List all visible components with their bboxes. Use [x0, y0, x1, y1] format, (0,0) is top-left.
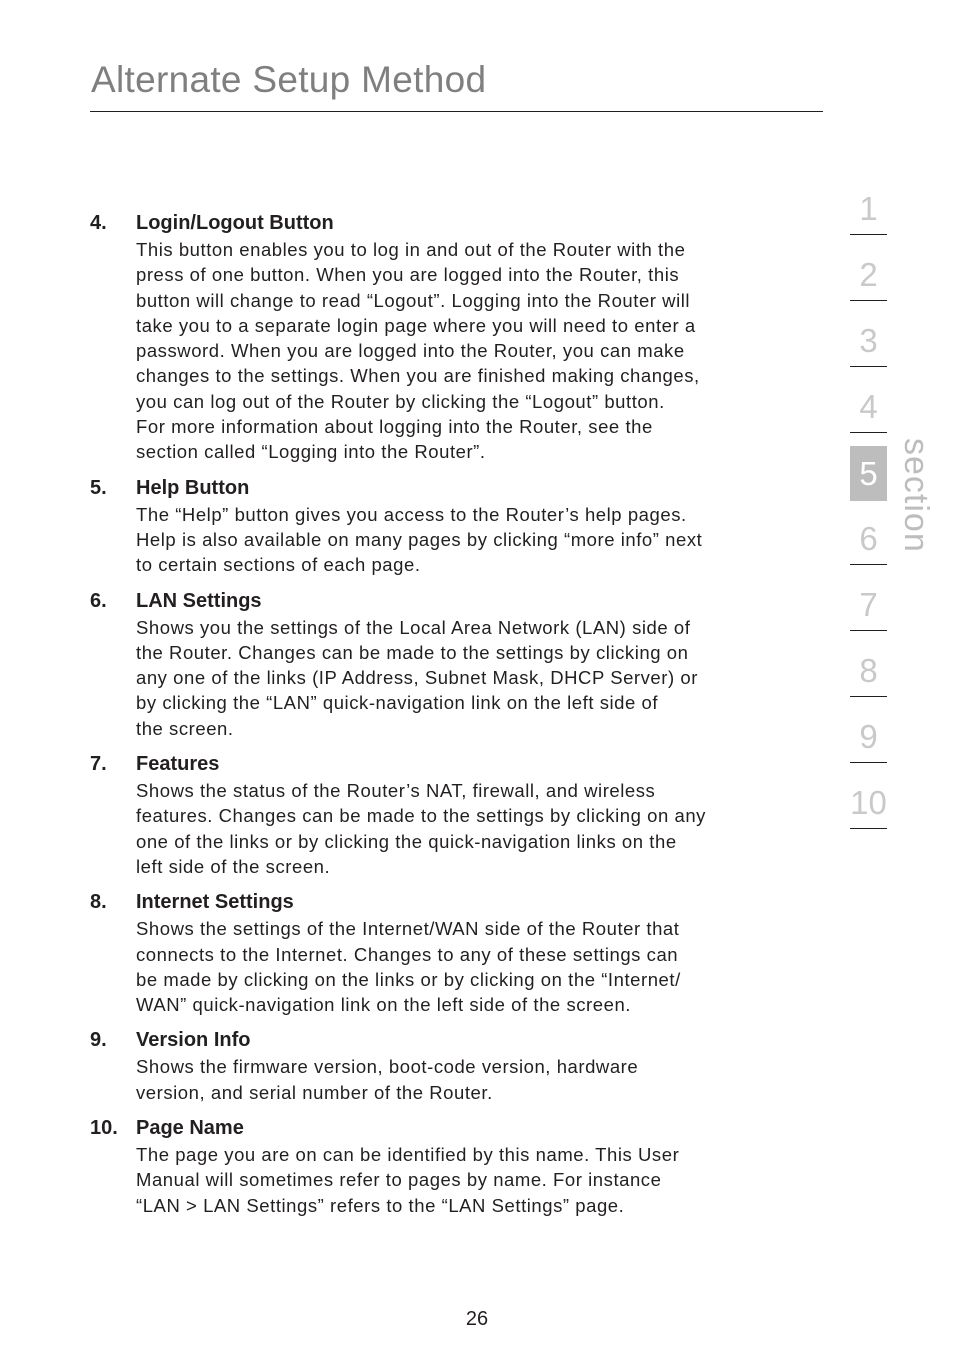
item-heading: Internet Settings	[136, 891, 294, 914]
item-number: 4.	[90, 212, 107, 234]
section-tab-divider	[850, 432, 887, 433]
section-tab-number: 4	[859, 388, 878, 425]
section-tab-4[interactable]	[850, 380, 887, 446]
section-tab-divider	[850, 630, 887, 631]
list-item	[90, 751, 810, 879]
section-tab-9[interactable]	[850, 710, 887, 776]
item-number: 9.	[90, 1029, 107, 1052]
list-item	[90, 475, 810, 578]
item-description: Shows the status of the Router’s NAT, firewall, and wireless features. Changes can be made to the settings by clicking on any one of the links or by clicking the quick-navigation links on the left side of the screen.	[136, 780, 706, 877]
item-description: This button enables you to log in and out of the Router with the press of one button. When you are logged into the Router, this button will change to read “Logout”. Logging into the Router will take you to a separate login page where you will need to enter a password. When you are logged into the Router, you can make changes to the settings. When you are finished making changes, you can log out of the Router by clicking the “Logout” button. For more information about logging into the Router, see the section called “Logging into the Router”.	[136, 239, 700, 463]
item-list	[90, 210, 810, 1228]
section-tab-number: 9	[859, 718, 878, 755]
section-tab-number: 1	[859, 190, 878, 227]
item-heading: Features	[136, 753, 220, 776]
section-tab-5-active[interactable]	[850, 446, 887, 512]
list-item	[90, 210, 810, 465]
section-tab-number: 6	[859, 520, 878, 557]
section-tab-1[interactable]	[850, 182, 887, 248]
item-number: 7.	[90, 753, 107, 776]
page-title: Alternate Setup Method	[91, 59, 487, 100]
list-item	[90, 889, 810, 1017]
section-tab-divider	[850, 366, 887, 367]
section-tab-divider	[850, 828, 887, 829]
item-description: Shows you the settings of the Local Area Network (LAN) side of the Router. Changes can be made to the settings by clicking on any one of the links (IP Address, Subnet Mask, DHCP Server) or by clicking the “LAN” quick-navigation link on the left side of the screen.	[136, 616, 698, 739]
section-tab-number: 8	[859, 652, 878, 689]
item-number: 8.	[90, 891, 107, 914]
item-heading: Version Info	[136, 1029, 251, 1052]
section-tab-10[interactable]	[850, 776, 887, 842]
section-nav	[850, 182, 887, 842]
section-tab-6[interactable]	[850, 512, 887, 578]
item-heading: Help Button	[136, 476, 250, 499]
section-tab-divider	[850, 564, 887, 565]
section-tab-2[interactable]	[850, 248, 887, 314]
section-tab-divider	[850, 762, 887, 763]
item-number: 5.	[90, 476, 107, 499]
section-tab-3[interactable]	[850, 314, 887, 380]
item-description: Shows the settings of the Internet/WAN side of the Router that connects to the Internet. Changes to any of these settings can be made by clicking on the links or by clicking on the “Internet/ WAN” quick-navigation link on the left side of the screen.	[136, 918, 681, 1016]
section-tab-7[interactable]	[850, 578, 887, 644]
item-heading: Page Name	[136, 1117, 244, 1140]
section-tab-number: 10	[850, 784, 887, 821]
section-tab-divider	[850, 696, 887, 697]
section-tab-number: 3	[859, 322, 878, 359]
section-tab-divider	[850, 300, 887, 301]
item-heading: Login/Logout Button	[136, 212, 334, 234]
page-number: 26	[465, 1308, 489, 1330]
item-number: 6.	[90, 589, 107, 612]
section-tab-8[interactable]	[850, 644, 887, 710]
item-number: 10.	[90, 1117, 118, 1140]
item-description: The “Help” button gives you access to the Router’s help pages. Help is also available on many pages by clicking “more info” next to certain sections of each page.	[136, 503, 703, 576]
list-item	[90, 1115, 810, 1218]
section-tab-divider	[850, 234, 887, 235]
item-heading: LAN Settings	[136, 589, 262, 612]
section-tab-number: 5	[850, 446, 887, 501]
section-tab-number: 7	[859, 586, 878, 623]
list-item	[90, 1027, 810, 1105]
section-tab-number: 2	[859, 256, 878, 293]
item-description: The page you are on can be identified by this name. This User Manual will sometimes refer to pages by name. For instance “LAN > LAN Settings” refers to the “LAN Settings” page.	[136, 1144, 680, 1216]
title-divider	[90, 111, 823, 112]
item-description: Shows the firmware version, boot-code version, hardware version, and serial number of the Router.	[136, 1056, 639, 1103]
section-label: section	[897, 438, 935, 553]
list-item	[90, 588, 810, 741]
